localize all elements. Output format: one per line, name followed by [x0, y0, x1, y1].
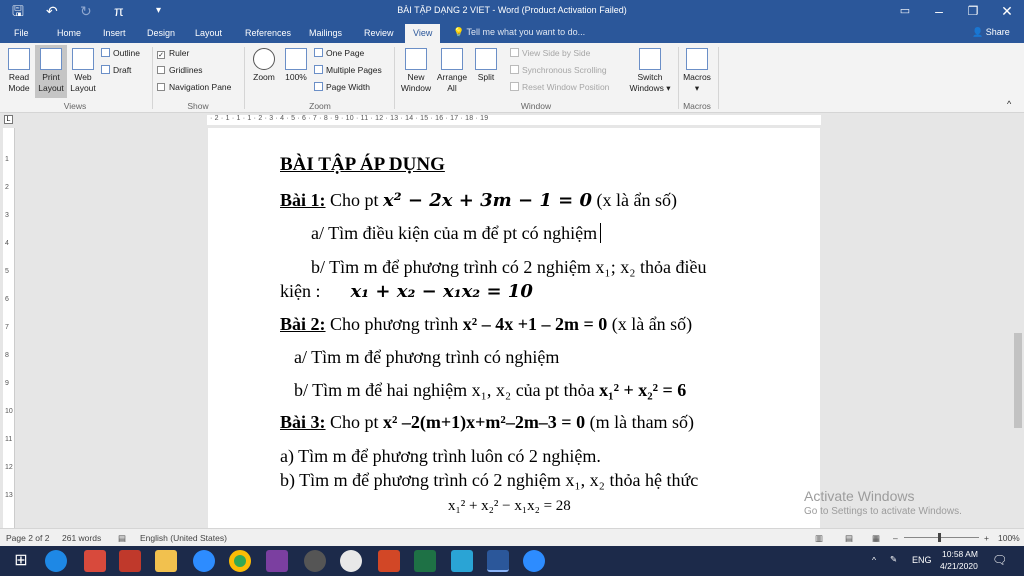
zoom-meeting-icon[interactable]	[523, 550, 545, 572]
zoom-100-label: 100%	[285, 72, 307, 82]
vruler-number: 3	[5, 212, 9, 219]
one-page-label: One Page	[326, 48, 365, 58]
tab-review[interactable]: Review	[364, 28, 394, 38]
zoom-level[interactable]: 100%	[998, 533, 1020, 543]
zoom-100-icon	[285, 48, 307, 70]
one-page-icon	[314, 48, 323, 57]
redo-icon[interactable]: ↻	[80, 3, 92, 19]
onenote-icon[interactable]	[266, 550, 288, 572]
divider	[678, 47, 679, 109]
magnifier-icon	[253, 48, 275, 70]
zoom-100-button[interactable]	[282, 48, 310, 83]
exercise-1a	[311, 222, 606, 244]
switch-windows-label: Switch Windows	[629, 72, 664, 93]
multiple-pages-label: Multiple Pages	[326, 65, 382, 75]
web-layout-label: Web Layout	[70, 72, 96, 93]
exercise-1b-condition	[280, 280, 533, 303]
tab-selector-icon[interactable]: L	[4, 115, 13, 124]
taskbar	[0, 546, 1024, 576]
share-button[interactable]	[972, 27, 1010, 38]
tell-me-search[interactable]	[453, 27, 585, 38]
switch-windows-button[interactable]	[626, 48, 674, 94]
web-layout-view-icon[interactable]: ▦	[872, 533, 881, 543]
read-mode-label: Read Mode	[8, 72, 30, 93]
divider	[152, 47, 153, 109]
multiple-pages-button[interactable]	[314, 65, 382, 76]
collapse-ribbon-icon[interactable]: ^	[1007, 99, 1012, 109]
ribbon-display-icon[interactable]: ▭	[899, 5, 911, 17]
text-cursor	[600, 223, 606, 243]
language-status[interactable]: English (United States)	[140, 533, 227, 543]
pi-button[interactable]: π	[114, 3, 124, 19]
arrange-all-label: Arrange All	[436, 72, 468, 93]
restore-icon[interactable]: ❐	[967, 4, 979, 18]
exercise-2-note: (x là ẩn số)	[607, 314, 693, 334]
one-page-button[interactable]	[314, 48, 364, 59]
read-mode-view-icon[interactable]: ▥	[815, 533, 824, 543]
divider	[244, 47, 245, 109]
tab-file[interactable]: File	[14, 28, 29, 38]
page-width-button[interactable]	[314, 82, 370, 93]
person-icon: 👤	[972, 27, 986, 37]
zoom-slider-handle[interactable]	[938, 533, 941, 542]
side-by-side-icon	[510, 48, 519, 57]
share-label: Share	[985, 27, 1010, 37]
notification-icon[interactable]: 🗨	[992, 553, 1008, 567]
horizontal-ruler	[0, 113, 1024, 127]
exercise-2-equation: x² – 4x +1 – 2m = 0	[462, 314, 608, 334]
checkbox-empty	[157, 83, 165, 91]
snip-icon[interactable]	[119, 550, 141, 572]
media-player-icon[interactable]	[304, 550, 326, 572]
vruler-number: 12	[5, 464, 13, 471]
macros-label: Macros	[683, 72, 711, 82]
zoom-group-label: Zoom	[309, 101, 331, 111]
show-group-label: Show	[187, 101, 209, 111]
navigation-pane-checkbox[interactable]	[157, 82, 231, 93]
vruler-number: 9	[5, 380, 9, 387]
print-layout-icon	[40, 48, 62, 70]
vertical-scrollbar[interactable]	[1012, 128, 1024, 528]
navigation-pane-label: Navigation Pane	[169, 82, 232, 92]
ruler-checkbox[interactable]	[157, 48, 189, 59]
macros-icon	[686, 48, 708, 70]
exercise-3b: b) Tìm m để phương trình có 2 nghiệm x₁, x₂ thỏa hệ thức	[280, 470, 699, 490]
exercise-2-label: Bài 2:	[280, 314, 326, 334]
excel-icon[interactable]	[414, 550, 436, 572]
paint-icon[interactable]	[84, 550, 106, 572]
multiple-pages-icon	[314, 65, 323, 74]
app-icon[interactable]	[451, 550, 473, 572]
save-icon[interactable]: 🖫	[12, 3, 24, 19]
exercise-1b: b/ Tìm m để phương trình có 2 nghiệm x₁; x₂ thỏa điều	[311, 257, 707, 277]
exercise-1-note: (x là ẩn số)	[591, 190, 677, 210]
file-explorer-icon[interactable]	[155, 550, 177, 572]
checkbox-empty	[157, 66, 165, 74]
tell-me-text: Tell me what you want to do...	[466, 27, 586, 37]
activation-subtitle: Go to Settings to activate Windows.	[804, 506, 962, 517]
macros-button[interactable]	[680, 48, 714, 94]
vruler-number: 6	[5, 296, 9, 303]
exercise-1-label: Bài 1:	[280, 190, 326, 210]
word-count[interactable]: 261 words	[62, 533, 102, 543]
document-page[interactable]	[208, 128, 820, 528]
chevron-down-icon: ▾	[663, 83, 671, 93]
zoom-icon[interactable]	[193, 550, 215, 572]
tab-design[interactable]: Design	[147, 28, 176, 38]
tab-insert[interactable]: Insert	[103, 28, 126, 38]
new-window-icon	[405, 48, 427, 70]
chevron-down-icon: ▾	[694, 83, 700, 93]
gridlines-label: Gridlines	[169, 65, 203, 75]
scrollbar-thumb[interactable]	[1014, 333, 1022, 428]
ribbon-tabs	[0, 23, 1024, 43]
checkmark-icon: ✓	[158, 52, 164, 59]
clock-time[interactable]: 10:58 AM	[942, 549, 978, 559]
exercise-1b-equation: x₁ + x₂ − x₁x₂ = 10	[350, 281, 533, 302]
undo-icon[interactable]: ↶	[46, 3, 58, 19]
vertical-ruler	[3, 128, 15, 528]
draft-icon	[101, 65, 110, 74]
ribbon	[0, 43, 1024, 113]
exercise-1a-text: a/ Tìm điều kiện của m để pt có nghiệm	[311, 223, 598, 243]
exercise-2b-text: b/ Tìm m để hai nghiệm x₁, x₂ của pt thỏa	[294, 380, 600, 400]
title-bar	[0, 0, 1024, 23]
web-layout-icon	[72, 48, 94, 70]
outline-icon	[101, 48, 110, 57]
views-group-label: Views	[63, 101, 87, 111]
sync-scroll-label: Synchronous Scrolling	[522, 65, 607, 75]
divider	[394, 47, 395, 109]
proofing-icon[interactable]: ▤	[118, 533, 127, 543]
chrome-icon[interactable]	[229, 550, 251, 572]
gridlines-checkbox[interactable]	[157, 65, 203, 76]
view-side-by-side-button[interactable]	[510, 48, 590, 59]
zoom-label: Zoom	[253, 72, 275, 82]
web-layout-button[interactable]	[68, 48, 98, 94]
exercise-3-equation: x² –2(m+1)x+m²–2m–3 = 0	[383, 412, 586, 432]
outline-button[interactable]	[101, 48, 140, 59]
exercise-3b-formula: x₁² + x₂² − x₁x₂ = 28	[448, 498, 571, 514]
synchronous-scrolling-button[interactable]	[510, 65, 607, 76]
split-icon	[475, 48, 497, 70]
powerpoint-icon[interactable]	[378, 550, 400, 572]
exercise-1-line	[280, 189, 677, 212]
tab-view[interactable]: View	[405, 24, 440, 43]
vruler-number: 2	[5, 184, 9, 191]
word-icon[interactable]	[487, 550, 509, 572]
tab-mailings[interactable]: Mailings	[309, 28, 343, 38]
macros-group-label: Macros	[683, 101, 711, 111]
draft-button[interactable]	[101, 65, 131, 76]
ruler-numbers: · 2 · 1 · 1 · 1 · 2 · 3 · 4 · 5 · 6 · 7 · 8 · 9 · 10 · 11 · 12 · 13 · 14 · 15 · 16 · 17 · 18 · 19	[210, 115, 489, 122]
arrange-all-button[interactable]	[434, 48, 470, 94]
start-icon[interactable]: ⊞	[14, 552, 28, 569]
page-width-icon	[314, 82, 323, 91]
reset-window-position-button[interactable]	[510, 82, 609, 93]
vruler-number: 8	[5, 352, 9, 359]
status-bar	[0, 528, 1024, 546]
vruler-number: 1	[5, 156, 9, 163]
print-layout-label: Print Layout	[38, 72, 64, 93]
vruler-number: 7	[5, 324, 9, 331]
new-window-button[interactable]	[398, 48, 434, 94]
read-mode-icon	[8, 48, 30, 70]
language-indicator[interactable]: ENG	[912, 555, 932, 565]
tab-layout[interactable]: Layout	[195, 28, 223, 38]
exercise-1b-condition-text: kiện :	[280, 281, 321, 301]
read-mode-button[interactable]	[4, 48, 34, 94]
divider	[718, 47, 719, 109]
exercise-1-equation: x² − 2x + 3m − 1 = 0	[383, 190, 592, 211]
new-window-label: New Window	[400, 72, 432, 93]
sync-scroll-icon	[510, 65, 519, 74]
exercise-3-text: Cho pt	[325, 412, 384, 432]
print-layout-button[interactable]	[35, 45, 67, 98]
tab-home[interactable]: Home	[57, 28, 82, 38]
page-count[interactable]: Page 2 of 2	[6, 533, 50, 543]
split-label: Split	[477, 72, 495, 82]
exercise-2-line	[280, 313, 692, 335]
ruler-label: Ruler	[169, 48, 190, 58]
chevron-up-icon[interactable]: ^	[872, 555, 876, 565]
activation-watermark	[804, 488, 962, 517]
exercise-2b	[294, 379, 686, 401]
vruler-number: 10	[5, 408, 13, 415]
vruler-number: 5	[5, 268, 9, 275]
reset-position-icon	[510, 82, 519, 91]
zoom-out-icon[interactable]: –	[893, 533, 898, 543]
close-icon[interactable]: ✕	[1001, 3, 1013, 19]
draft-label: Draft	[113, 65, 132, 75]
window-title: BÀI TẬP DẠNG 2 VIET - Word (Product Activation Failed)	[397, 5, 627, 15]
exercise-3a: a) Tìm m để phương trình luôn có 2 nghiệm.	[280, 446, 601, 466]
clock-date[interactable]: 4/21/2020	[940, 561, 978, 571]
side-by-side-label: View Side by Side	[522, 48, 591, 58]
switch-windows-icon	[639, 48, 661, 70]
zoom-button[interactable]	[249, 48, 279, 83]
reset-position-label: Reset Window Position	[522, 82, 610, 92]
exercise-3-note: (m là tham số)	[585, 412, 695, 432]
window-group-label: Window	[520, 101, 552, 111]
activation-title: Activate Windows	[804, 488, 915, 504]
exercise-2-text: Cho phương trình	[325, 314, 463, 334]
pen-icon[interactable]: ✎	[890, 554, 898, 564]
document-heading: BÀI TẬP ÁP DỤNG	[280, 154, 445, 175]
vruler-number: 13	[5, 492, 13, 499]
customize-qat-icon[interactable]: ▾	[156, 5, 162, 16]
exercise-2a: a/ Tìm m để phương trình có nghiệm	[294, 347, 560, 367]
exercise-3-label: Bài 3:	[280, 412, 326, 432]
print-layout-view-icon[interactable]: ▤	[845, 533, 854, 543]
exercise-3-line	[280, 411, 694, 433]
tab-references[interactable]: References	[245, 28, 292, 38]
lightbulb-icon: 💡	[453, 27, 467, 37]
exercise-2b-equation: x₁² + x₂² = 6	[599, 380, 687, 400]
split-button[interactable]	[472, 48, 500, 83]
page-width-label: Page Width	[326, 82, 370, 92]
zoom-in-icon[interactable]: +	[984, 533, 989, 543]
geogebra-icon[interactable]	[340, 550, 362, 572]
exercise-1-text: Cho pt	[325, 190, 384, 210]
outline-label: Outline	[113, 48, 140, 58]
arrange-all-icon	[441, 48, 463, 70]
minimize-icon[interactable]: –	[935, 3, 943, 19]
edge-icon[interactable]	[45, 550, 67, 572]
vruler-number: 4	[5, 240, 9, 247]
zoom-slider[interactable]	[904, 537, 979, 538]
vruler-number: 11	[5, 436, 13, 443]
